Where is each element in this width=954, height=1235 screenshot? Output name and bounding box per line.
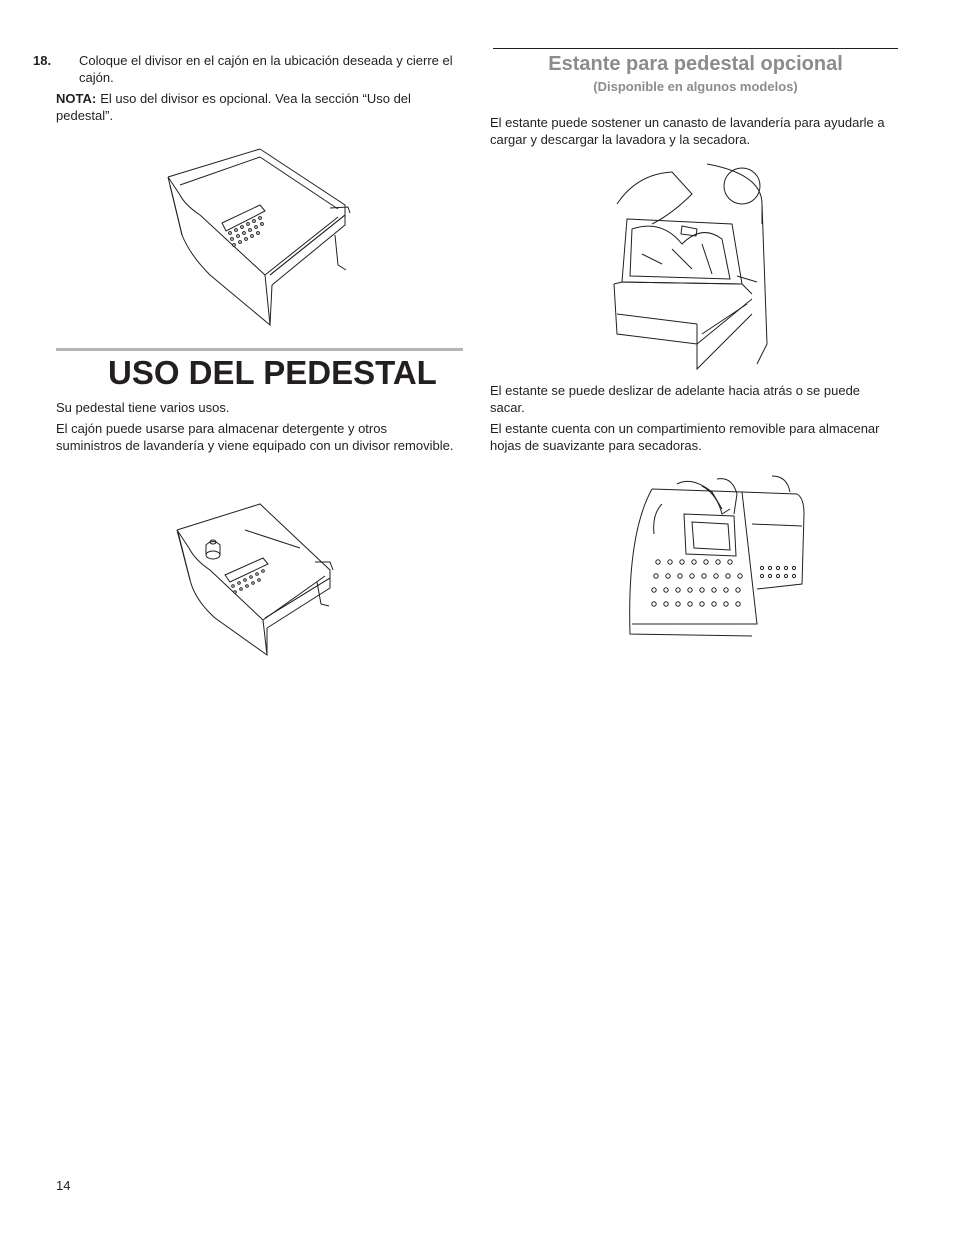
drawer-closed-illustration	[160, 145, 355, 330]
heading-rule	[493, 48, 898, 49]
shelf-compartment-illustration	[622, 474, 807, 642]
drawer-open-illustration	[175, 500, 335, 660]
page-number: 14	[56, 1178, 71, 1193]
section-rule	[56, 348, 463, 351]
step-text: Coloque el divisor en el cajón en la ubicación deseada y cierre el cajón.	[79, 53, 453, 85]
step-18	[33, 53, 469, 86]
paragraph-shelf-basket: El estante puede sostener un canasto de lavandería para ayudarle a cargar y descargar la lavadora y la secadora.	[490, 115, 885, 147]
paragraph-shelf-compartment: El estante cuenta con un compartimiento removible para almacenar hojas de suavizante para secadoras.	[490, 421, 880, 453]
paragraph-drawer: El cajón puede usarse para almacenar detergente y otros suministros de lavandería y viene equipado con un divisor removible.	[56, 421, 454, 453]
subsection-heading: Estante para pedestal opcional	[548, 53, 843, 75]
paragraph-uses: Su pedestal tiene varios usos.	[56, 400, 230, 415]
subsection-subheading: (Disponible en algunos modelos)	[593, 79, 798, 94]
note-text: El uso del divisor es opcional. Vea la sección “Uso del pedestal”.	[56, 91, 411, 123]
note	[56, 91, 448, 124]
shelf-basket-illustration	[612, 164, 772, 376]
paragraph-shelf-slide: El estante se puede deslizar de adelante hacia atrás o se puede sacar.	[490, 383, 861, 415]
step-number: 18.	[33, 53, 52, 68]
note-label: NOTA:	[56, 91, 97, 106]
section-title: USO DEL PEDESTAL	[108, 354, 437, 391]
